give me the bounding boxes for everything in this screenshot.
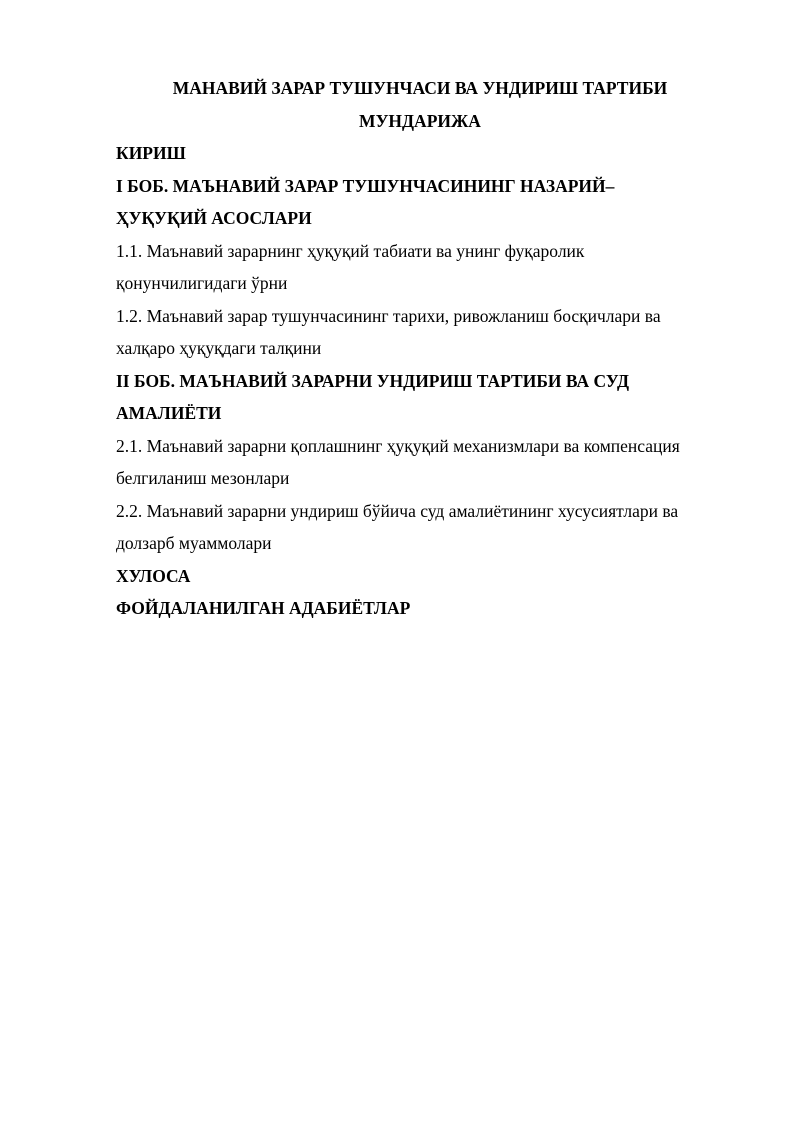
- toc-section-1-2: [116, 300, 724, 365]
- toc-chapter-1-line-2: ҲУҚУҚИЙ АСОСЛАРИ: [116, 208, 312, 228]
- toc-chapter-1-line-1: I БОБ. МАЪНАВИЙ ЗАРАР ТУШУНЧАСИНИНГ НАЗАРИЙ–: [116, 175, 615, 196]
- toc-chapter-2-line-1: II БОБ. МАЪНАВИЙ ЗАРАРНИ УНДИРИШ ТАРТИБИ ВА СУД: [116, 370, 629, 391]
- toc-conclusion: ХУЛОСА: [116, 565, 191, 586]
- toc-section-1-1-line-2: қонунчилигидаги ўрни: [116, 273, 288, 293]
- toc-section-2-1: [116, 430, 724, 495]
- toc-section-2-2: [116, 495, 724, 560]
- toc-section-1-2-line-1: 1.2. Маънавий зарар тушунчасининг тарихи, ривожланиш босқичлари ва: [116, 305, 661, 326]
- toc-section-2-2-line-1: 2.2. Маънавий зарарни ундириш бўйича суд амалиётининг хусусиятлари ва: [116, 500, 679, 521]
- toc-section-2-1-line-2: белгиланиш мезонлари: [116, 468, 290, 488]
- toc-section-1-1-line-1: 1.1. Маънавий зарарнинг ҳуқуқий табиати ва унинг фуқаролик: [116, 240, 585, 261]
- toc-chapter-1: [116, 170, 724, 235]
- toc-references: ФОЙДАЛАНИЛГАН АДАБИЁТЛАР: [116, 598, 411, 618]
- toc-section-1-1: [116, 235, 724, 300]
- toc-section-2-2-line-2: долзарб муаммолари: [116, 533, 272, 553]
- toc-section-1-2-line-2: халқаро ҳуқуқдаги талқини: [116, 338, 322, 358]
- toc-intro: КИРИШ: [116, 143, 186, 163]
- document-content: [116, 72, 724, 625]
- toc-heading: МУНДАРИЖА: [359, 110, 481, 131]
- toc-section-2-1-line-1: 2.1. Маънавий зарарни қоплашнинг ҳуқуқий механизмлари ва компенсация: [116, 435, 680, 456]
- toc-chapter-2: [116, 365, 724, 430]
- toc-chapter-2-line-2: АМАЛИЁТИ: [116, 403, 222, 423]
- document-title: МАНАВИЙ ЗАРАР ТУШУНЧАСИ ВА УНДИРИШ ТАРТИБИ: [172, 78, 668, 98]
